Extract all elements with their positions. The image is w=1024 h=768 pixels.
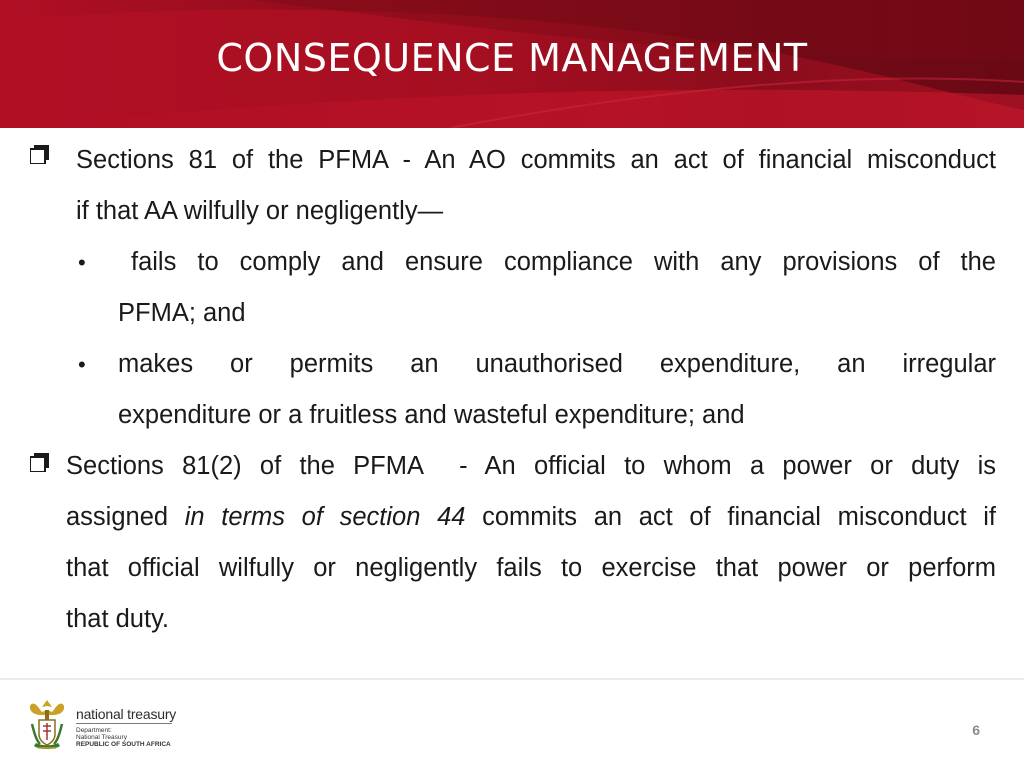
logo-rule [76, 723, 172, 724]
sub-list-item [118, 339, 996, 441]
checkbox-icon [30, 145, 49, 164]
header-banner [0, 0, 1024, 128]
item2-line2-end: commits an act of financial misconduct if [465, 503, 996, 531]
item2-line2-start: assigned [66, 503, 185, 531]
logo-country-label: REPUBLIC OF SOUTH AFRICA [76, 741, 171, 748]
logo-name: national treasury [76, 706, 177, 722]
logo-department-label: Department: [76, 727, 112, 734]
bullet1-line1: fails to comply and ensure compliance with any provisions of the [131, 248, 996, 276]
list-item [66, 441, 996, 645]
item2-line3: that official wilfully or negligently fails to exercise that power or perform [66, 554, 996, 582]
item2-line1: Sections 81(2) of the PFMA - An official to whom a power or duty is [66, 452, 996, 480]
item2-line2-italic: in terms of section 44 [184, 503, 466, 531]
page-number: 6 [972, 722, 980, 738]
sub-list-item [118, 237, 996, 339]
list-item [76, 135, 996, 237]
footer [0, 680, 1024, 768]
item1-line1: Sections 81 of the PFMA - An AO commits an act of financial misconduct [76, 146, 996, 174]
slide-title: CONSEQUENCE MANAGEMENT [216, 36, 808, 80]
bullet1-line2: PFMA; and [118, 299, 246, 327]
logo-unit-label: National Treasury [76, 734, 127, 741]
bullet2-line2: expenditure or a fruitless and wasteful expenditure; and [118, 401, 745, 429]
coat-of-arms-icon [26, 698, 68, 752]
item2-line4: that duty. [66, 605, 170, 633]
bullet2-line1: makes or permits an unauthorised expenditure, an irregular [118, 350, 996, 378]
bullet-icon: • [78, 352, 86, 377]
checkbox-icon [30, 453, 49, 472]
item2-line2 [66, 492, 996, 543]
item1-line2: if that AA wilfully or negligently— [76, 197, 444, 225]
bullet-icon: • [78, 250, 86, 275]
